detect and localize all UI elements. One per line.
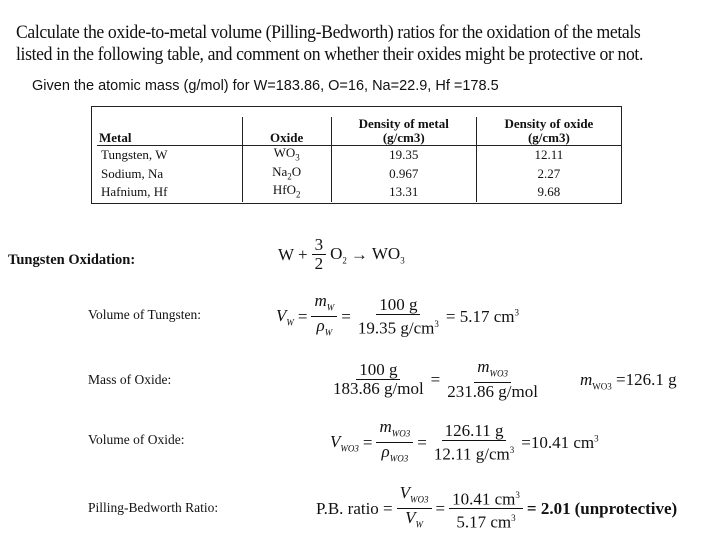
- header-density-metal: Density of metal (g/cm3): [331, 117, 476, 146]
- density-table: [91, 106, 622, 204]
- mass-oxide-equation: $\frac{100 g}{\text{183.86 g/mol}}$ = $\frac{m_{WO3}}{\text{231.86 g/mol}}$: [333, 357, 538, 402]
- pb-ratio-comment: (unprotective): [574, 498, 678, 518]
- volume-metal-label: Volume of Tungsten:: [88, 307, 202, 322]
- cell-metal: Sodium, Na: [97, 165, 242, 184]
- header-oxide: Oxide: [242, 117, 331, 146]
- cell-oxide: $WO_3$: [242, 146, 331, 165]
- cell-density-oxide: 12.11: [534, 147, 564, 163]
- volume-oxide-equation: $V_{WO3}$ = $\frac{m_{WO3}}{\rho_{WO3}}$ = $\frac{126.11 g}{12.11 g/cm^3}$ =10.41 $cm^3$: [330, 417, 599, 464]
- pb-ratio-equation: P.B. ratio = $\frac{V_{WO3}}{V_W}$ = $\frac{10.41 cm^3}{5.17 cm^3}$ = 2.01 (unprotective): [316, 483, 678, 533]
- table-row: [97, 146, 621, 165]
- volume-metal-equation: $V_W$ = $\frac{m_W}{\rho_W}$ = $\frac{100 g}{19.35 g/cm^3}$ = 5.17 $cm^3$: [276, 291, 519, 338]
- section-title: Tungsten Oxidation:: [8, 252, 136, 268]
- cell-metal: Tungsten, W: [97, 146, 242, 165]
- cell-density-metal: 13.31: [331, 183, 476, 202]
- table-row: [97, 183, 621, 202]
- cell-density-metal: 19.35: [331, 146, 476, 165]
- cell-oxide: HfO$_2$: [242, 183, 331, 202]
- cell-density-oxide: 2.27: [537, 165, 561, 181]
- header-density-oxide: Density of oxide (g/cm3): [476, 117, 621, 146]
- cell-oxide: $Na_2O$: [242, 165, 331, 184]
- given-atomic-masses: Given the atomic mass (g/mol) for W=183.86, O=16, Na=22.9, Hf =178.5: [32, 78, 499, 94]
- pb-ratio-label: Pilling-Bedworth Ratio:: [88, 500, 219, 515]
- volume-oxide-label: Volume of Oxide:: [88, 432, 185, 447]
- mass-oxide-result: $m_{WO3} =126.1$ g: [580, 370, 677, 392]
- reaction-equation: W + $\frac{3}{2}$ $O_2$ → $WO_3$: [278, 235, 405, 273]
- cell-density-metal: 0.967: [331, 165, 476, 184]
- cell-density-oxide: 9.68: [537, 184, 561, 200]
- table-row: [97, 165, 621, 184]
- pb-ratio-result: = 2.01: [526, 498, 571, 518]
- mass-oxide-label: Mass of Oxide:: [88, 372, 172, 387]
- problem-statement: Calculate the oxide-to-metal volume (Pilling-Bedworth) ratios for the oxidation of the metals listed in the following table, and comment on whether their oxides might be protective or not.: [16, 22, 644, 65]
- header-metal: Metal: [97, 117, 242, 146]
- cell-metal: Hafnium, Hf: [97, 183, 242, 202]
